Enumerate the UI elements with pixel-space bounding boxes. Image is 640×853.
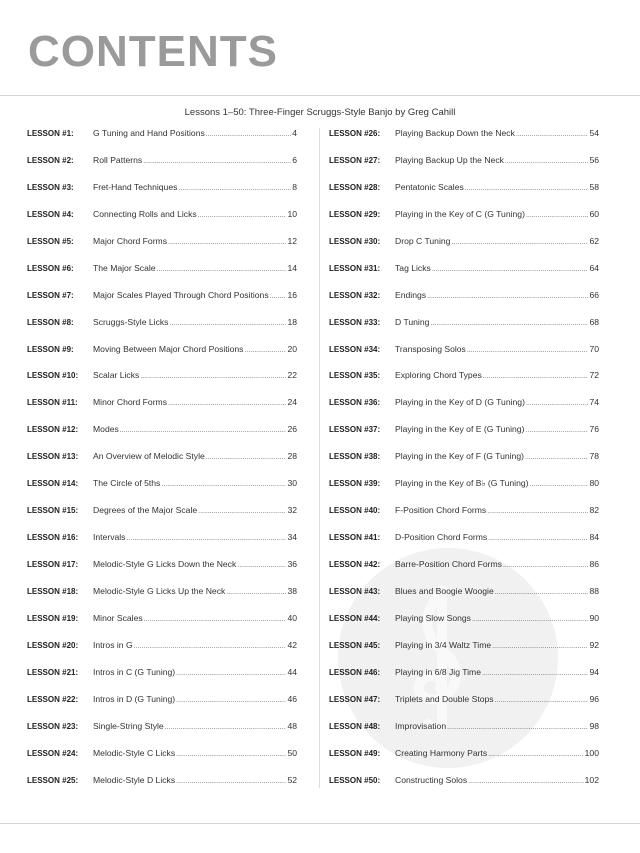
toc-entry[interactable] bbox=[27, 748, 297, 775]
page-number: 26 bbox=[287, 424, 297, 435]
page-number: 74 bbox=[589, 397, 599, 408]
lesson-number: LESSON #28: bbox=[329, 182, 381, 192]
lesson-title: An Overview of Melodic Style bbox=[93, 451, 205, 462]
dot-leader bbox=[483, 373, 589, 380]
toc-entry[interactable] bbox=[329, 559, 599, 586]
page-number: 62 bbox=[589, 235, 599, 246]
lesson-number: LESSON #12: bbox=[27, 425, 79, 435]
lesson-title: Constructing Solos bbox=[395, 774, 468, 785]
lesson-title: The Major Scale bbox=[93, 262, 156, 273]
lesson-number: LESSON #46: bbox=[329, 667, 381, 677]
page-number: 24 bbox=[287, 397, 297, 408]
dot-leader bbox=[526, 212, 589, 219]
lesson-number: LESSON #50: bbox=[329, 775, 381, 785]
lesson-number: LESSON #2: bbox=[27, 155, 74, 165]
lesson-number: LESSON #15: bbox=[27, 506, 79, 516]
lesson-title: Single-String Style bbox=[93, 720, 164, 731]
dot-leader bbox=[526, 400, 589, 407]
lesson-title: Pentatonic Scales bbox=[395, 181, 464, 192]
lesson-number: LESSON #35: bbox=[329, 371, 381, 381]
page-title: CONTENTS bbox=[28, 27, 278, 76]
page-number: 66 bbox=[589, 289, 599, 300]
lesson-number: LESSON #1: bbox=[27, 129, 74, 138]
lesson-title: Playing in the Key of D (G Tuning) bbox=[395, 397, 525, 408]
toc-entry[interactable] bbox=[27, 317, 297, 344]
lesson-title: Exploring Chord Types bbox=[395, 370, 482, 381]
toc-entry[interactable] bbox=[329, 586, 599, 613]
dot-leader bbox=[237, 562, 286, 569]
toc-entry[interactable] bbox=[329, 667, 599, 694]
lesson-number: LESSON #22: bbox=[27, 694, 79, 704]
toc-entry[interactable] bbox=[329, 128, 599, 155]
lesson-number: LESSON #31: bbox=[329, 263, 381, 273]
page-number: 98 bbox=[589, 720, 599, 731]
page-number: 72 bbox=[589, 370, 599, 381]
dot-leader bbox=[472, 616, 588, 623]
toc-entry[interactable] bbox=[27, 775, 297, 802]
toc-entry[interactable] bbox=[27, 290, 297, 317]
dot-leader bbox=[140, 373, 286, 380]
dot-leader bbox=[482, 670, 588, 677]
dot-leader bbox=[206, 131, 291, 138]
lesson-title: Scalar Licks bbox=[93, 370, 140, 381]
lesson-number: LESSON #37: bbox=[329, 425, 381, 435]
toc-entry[interactable] bbox=[329, 775, 599, 802]
lesson-title: Roll Patterns bbox=[93, 154, 143, 165]
dot-leader bbox=[530, 481, 589, 488]
lesson-number: LESSON #18: bbox=[27, 586, 79, 596]
page-number: 22 bbox=[287, 370, 297, 381]
lesson-title: Endings bbox=[395, 289, 427, 300]
dot-leader bbox=[244, 347, 286, 354]
toc-entry[interactable] bbox=[329, 290, 599, 317]
page-number: 14 bbox=[287, 262, 297, 273]
toc-left-column bbox=[27, 128, 297, 801]
lesson-number: LESSON #38: bbox=[329, 452, 381, 462]
dot-leader bbox=[176, 778, 286, 785]
lesson-number: LESSON #41: bbox=[329, 533, 381, 543]
dot-leader bbox=[516, 131, 589, 138]
lesson-title: Playing Backup Down the Neck bbox=[395, 128, 515, 138]
toc-entry[interactable] bbox=[329, 397, 599, 424]
lesson-number: LESSON #44: bbox=[329, 613, 381, 623]
page-number: 10 bbox=[287, 208, 297, 219]
page-number: 90 bbox=[589, 612, 599, 623]
page-number: 44 bbox=[287, 666, 297, 677]
dot-leader bbox=[505, 158, 589, 165]
page-number: 34 bbox=[287, 532, 297, 543]
lesson-title: Moving Between Major Chord Positions bbox=[93, 343, 244, 354]
dot-leader bbox=[143, 158, 291, 165]
lesson-number: LESSON #42: bbox=[329, 560, 381, 569]
dot-leader bbox=[432, 266, 589, 273]
dot-leader bbox=[144, 616, 287, 623]
page-number: 18 bbox=[287, 316, 297, 327]
lesson-title: F-Position Chord Forms bbox=[395, 505, 487, 516]
lesson-title: Degrees of the Major Scale bbox=[93, 505, 198, 516]
lesson-title: Playing in the Key of F (G Tuning) bbox=[395, 451, 524, 462]
dot-leader bbox=[169, 320, 286, 327]
page-number: 20 bbox=[287, 343, 297, 354]
lesson-title: Playing in the Key of B♭ (G Tuning) bbox=[395, 478, 529, 489]
dot-leader bbox=[270, 293, 287, 300]
lesson-title: Melodic-Style D Licks bbox=[93, 774, 176, 785]
lesson-title: Transposing Solos bbox=[395, 343, 466, 354]
column-divider bbox=[319, 128, 320, 788]
lesson-number: LESSON #27: bbox=[329, 155, 381, 165]
dot-leader bbox=[161, 481, 286, 488]
lesson-title: Intros in G bbox=[93, 639, 133, 650]
lesson-number: LESSON #20: bbox=[27, 640, 79, 650]
lesson-title: Playing in 6/8 Jig Time bbox=[395, 666, 481, 677]
dot-leader bbox=[178, 185, 291, 192]
lesson-number: LESSON #40: bbox=[329, 506, 381, 516]
lesson-number: LESSON #14: bbox=[27, 479, 79, 489]
toc-entry[interactable] bbox=[27, 397, 297, 424]
dot-leader bbox=[134, 643, 287, 650]
toc-entry[interactable] bbox=[329, 317, 599, 344]
lesson-number: LESSON #4: bbox=[27, 209, 74, 219]
toc-entry[interactable] bbox=[329, 505, 599, 532]
toc-entry[interactable] bbox=[329, 478, 599, 505]
lesson-number: LESSON #49: bbox=[329, 748, 381, 758]
page-number: 48 bbox=[287, 720, 297, 731]
dot-leader bbox=[168, 239, 286, 246]
page-number: 56 bbox=[589, 154, 599, 165]
page-number: 32 bbox=[287, 505, 297, 516]
lesson-number: LESSON #21: bbox=[27, 667, 79, 677]
dot-leader bbox=[465, 185, 589, 192]
lesson-number: LESSON #30: bbox=[329, 236, 381, 246]
page-number: 42 bbox=[287, 639, 297, 650]
dot-leader bbox=[206, 454, 287, 461]
page-number: 52 bbox=[287, 774, 297, 785]
page-number: 38 bbox=[287, 585, 297, 596]
lesson-title: Melodic-Style G Licks Up the Neck bbox=[93, 585, 226, 596]
lesson-number: LESSON #32: bbox=[329, 290, 381, 300]
dot-leader bbox=[467, 347, 589, 354]
page-number: 60 bbox=[589, 208, 599, 219]
page-number: 28 bbox=[287, 451, 297, 462]
page-number: 70 bbox=[589, 343, 599, 354]
dot-leader bbox=[492, 643, 588, 650]
lesson-number: LESSON #33: bbox=[329, 317, 381, 327]
page-number: 100 bbox=[584, 747, 599, 758]
toc-entry[interactable] bbox=[27, 640, 297, 667]
page-number: 12 bbox=[287, 235, 297, 246]
dot-leader bbox=[198, 212, 287, 219]
toc-entry[interactable] bbox=[27, 721, 297, 748]
lesson-number: LESSON #43: bbox=[329, 586, 381, 596]
lesson-number: LESSON #19: bbox=[27, 613, 79, 623]
lesson-number: LESSON #17: bbox=[27, 560, 79, 569]
page-number: 8 bbox=[292, 181, 297, 192]
lesson-title: Triplets and Double Stops bbox=[395, 693, 494, 704]
lesson-title: D Tuning bbox=[395, 316, 430, 327]
dot-leader bbox=[488, 535, 588, 542]
toc-entry[interactable] bbox=[27, 694, 297, 721]
lesson-number: LESSON #48: bbox=[329, 721, 381, 731]
toc-entry[interactable] bbox=[27, 559, 297, 586]
page-number: 68 bbox=[589, 316, 599, 327]
lesson-title: Melodic-Style G Licks Down the Neck bbox=[93, 559, 237, 569]
dot-leader bbox=[157, 266, 287, 273]
lesson-title: Major Scales Played Through Chord Positions bbox=[93, 289, 269, 300]
dot-leader bbox=[176, 751, 286, 758]
dot-leader bbox=[226, 589, 286, 596]
lesson-number: LESSON #16: bbox=[27, 533, 79, 543]
lesson-number: LESSON #8: bbox=[27, 317, 74, 327]
lesson-number: LESSON #7: bbox=[27, 290, 74, 300]
toc-subtitle: Lessons 1–50: Three-Finger Scruggs-Style Banjo by Greg Cahill bbox=[184, 107, 456, 118]
page-number: 96 bbox=[589, 693, 599, 704]
lesson-title: Intros in D (G Tuning) bbox=[93, 693, 176, 704]
page-number: 30 bbox=[287, 478, 297, 489]
toc-entry[interactable] bbox=[329, 721, 599, 748]
lesson-title: Blues and Boogie Woogie bbox=[395, 585, 494, 596]
lesson-title: Playing in the Key of C (G Tuning) bbox=[395, 208, 525, 219]
toc-entry[interactable] bbox=[329, 182, 599, 209]
lesson-number: LESSON #6: bbox=[27, 263, 74, 273]
toc-entry[interactable] bbox=[27, 182, 297, 209]
lesson-title: The Circle of 5ths bbox=[93, 478, 161, 489]
page-number: 4 bbox=[292, 128, 297, 138]
page-number: 76 bbox=[589, 424, 599, 435]
toc-entry[interactable] bbox=[27, 505, 297, 532]
lesson-title: Playing in 3/4 Waltz Time bbox=[395, 639, 492, 650]
page-number: 54 bbox=[589, 128, 599, 138]
page-number: 36 bbox=[287, 559, 297, 569]
toc-entry[interactable] bbox=[27, 613, 297, 640]
lesson-number: LESSON #39: bbox=[329, 479, 381, 489]
lesson-title: G Tuning and Hand Positions bbox=[93, 128, 205, 138]
toc-entry[interactable] bbox=[27, 209, 297, 236]
lesson-title: Melodic-Style C Licks bbox=[93, 747, 176, 758]
toc-entry[interactable] bbox=[27, 128, 297, 155]
dot-leader bbox=[495, 697, 589, 704]
page-number: 64 bbox=[589, 262, 599, 273]
page-number: 102 bbox=[584, 774, 599, 785]
bottom-divider bbox=[0, 823, 640, 824]
dot-leader bbox=[487, 508, 588, 515]
lesson-number: LESSON #47: bbox=[329, 694, 381, 704]
lesson-title: Intros in C (G Tuning) bbox=[93, 666, 176, 677]
lesson-number: LESSON #10: bbox=[27, 371, 79, 381]
dot-leader bbox=[168, 400, 286, 407]
lesson-number: LESSON #24: bbox=[27, 748, 79, 758]
toc-right-column bbox=[329, 128, 599, 801]
lesson-title: Major Chord Forms bbox=[93, 235, 168, 246]
lesson-title: Playing Backup Up the Neck bbox=[395, 154, 504, 165]
lesson-title: Minor Scales bbox=[93, 612, 143, 623]
dot-leader bbox=[488, 751, 583, 758]
toc-entry[interactable] bbox=[27, 478, 297, 505]
lesson-title: Improvisation bbox=[395, 720, 447, 731]
page-number: 58 bbox=[589, 181, 599, 192]
toc-entry[interactable] bbox=[27, 424, 297, 451]
page-number: 84 bbox=[589, 532, 599, 543]
page-number: 40 bbox=[287, 612, 297, 623]
toc-entry[interactable] bbox=[329, 236, 599, 263]
toc-entry[interactable] bbox=[329, 155, 599, 182]
toc-entry[interactable] bbox=[27, 532, 297, 559]
page-number: 6 bbox=[292, 154, 297, 165]
page-number: 88 bbox=[589, 585, 599, 596]
dot-leader bbox=[447, 724, 588, 731]
lesson-number: LESSON #23: bbox=[27, 721, 79, 731]
lesson-number: LESSON #34: bbox=[329, 344, 381, 354]
lesson-title: Playing Slow Songs bbox=[395, 612, 471, 623]
page-number: 16 bbox=[287, 289, 297, 300]
toc-entry[interactable] bbox=[329, 640, 599, 667]
dot-leader bbox=[468, 778, 584, 785]
toc-entry[interactable] bbox=[27, 263, 297, 290]
dot-leader bbox=[525, 427, 588, 434]
lesson-number: LESSON #25: bbox=[27, 775, 79, 785]
toc-entry[interactable] bbox=[329, 451, 599, 478]
page-number: 82 bbox=[589, 505, 599, 516]
lesson-title: Barre-Position Chord Forms bbox=[395, 559, 502, 569]
lesson-number: LESSON #26: bbox=[329, 129, 381, 138]
toc-entry[interactable] bbox=[329, 370, 599, 397]
lesson-title: Intervals bbox=[93, 532, 126, 543]
toc-entry[interactable] bbox=[27, 667, 297, 694]
lesson-title: Drop C Tuning bbox=[395, 235, 451, 246]
toc-entry[interactable] bbox=[27, 370, 297, 397]
lesson-title: Creating Harmony Parts bbox=[395, 747, 488, 758]
toc-entry[interactable] bbox=[329, 209, 599, 236]
toc-entry[interactable] bbox=[27, 451, 297, 478]
toc-entry[interactable] bbox=[329, 613, 599, 640]
dot-leader bbox=[120, 427, 287, 434]
lesson-number: LESSON #11: bbox=[27, 398, 78, 408]
lesson-title: Connecting Rolls and Licks bbox=[93, 208, 197, 219]
dot-leader bbox=[525, 454, 588, 461]
dot-leader bbox=[198, 508, 286, 515]
top-divider bbox=[0, 95, 640, 96]
toc-entry[interactable] bbox=[27, 586, 297, 613]
lesson-number: LESSON #29: bbox=[329, 209, 381, 219]
page-number: 50 bbox=[287, 747, 297, 758]
toc-entry[interactable] bbox=[329, 344, 599, 371]
dot-leader bbox=[427, 293, 588, 300]
lesson-number: LESSON #45: bbox=[329, 640, 381, 650]
dot-leader bbox=[176, 670, 286, 677]
page-number: 92 bbox=[589, 639, 599, 650]
lesson-title: D-Position Chord Forms bbox=[395, 532, 488, 543]
page-number: 94 bbox=[589, 666, 599, 677]
dot-leader bbox=[165, 724, 287, 731]
toc-entry[interactable] bbox=[329, 748, 599, 775]
page-number: 78 bbox=[589, 451, 599, 462]
lesson-number: LESSON #13: bbox=[27, 452, 79, 462]
dot-leader bbox=[451, 239, 588, 246]
toc-entry[interactable] bbox=[329, 694, 599, 721]
lesson-title: Scruggs-Style Licks bbox=[93, 316, 169, 327]
dot-leader bbox=[126, 535, 286, 542]
page-number: 86 bbox=[589, 559, 599, 569]
page-number: 80 bbox=[589, 478, 599, 489]
toc-entry[interactable] bbox=[27, 344, 297, 371]
lesson-number: LESSON #36: bbox=[329, 398, 381, 408]
dot-leader bbox=[495, 589, 589, 596]
lesson-title: Playing in the Key of E (G Tuning) bbox=[395, 424, 525, 435]
toc-entry[interactable] bbox=[329, 532, 599, 559]
toc-entry[interactable] bbox=[27, 236, 297, 263]
lesson-title: Minor Chord Forms bbox=[93, 397, 168, 408]
lesson-number: LESSON #5: bbox=[27, 236, 74, 246]
lesson-number: LESSON #3: bbox=[27, 182, 74, 192]
lesson-title: Modes bbox=[93, 424, 119, 435]
toc-entry[interactable] bbox=[329, 424, 599, 451]
toc-entry[interactable] bbox=[27, 155, 297, 182]
lesson-title: Tag Licks bbox=[395, 262, 431, 273]
page-number: 46 bbox=[287, 693, 297, 704]
dot-leader bbox=[176, 697, 286, 704]
dot-leader bbox=[430, 320, 588, 327]
toc-entry[interactable] bbox=[329, 263, 599, 290]
lesson-number: LESSON #9: bbox=[27, 344, 74, 354]
lesson-title: Fret-Hand Techniques bbox=[93, 181, 178, 192]
dot-leader bbox=[503, 562, 588, 569]
